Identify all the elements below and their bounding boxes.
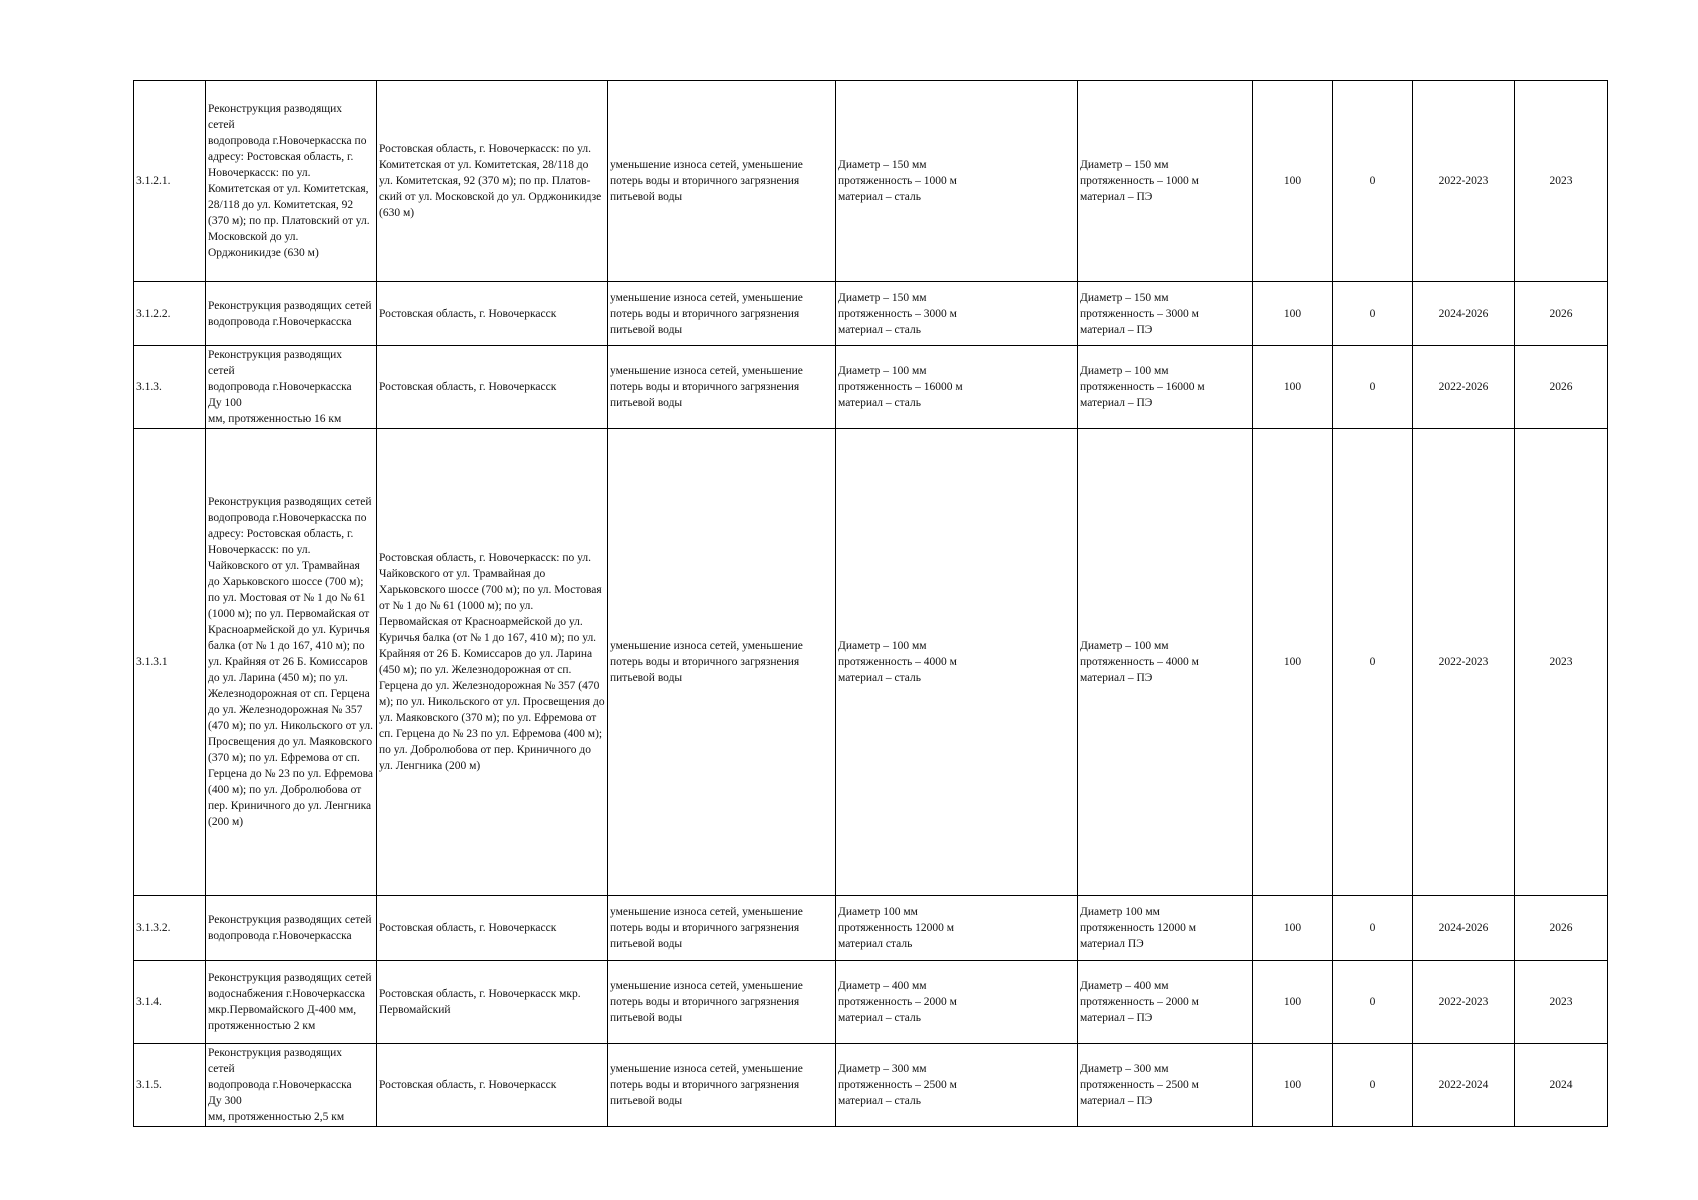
implementation-period: 2024-2026 <box>1413 896 1515 961</box>
project-goal: уменьшение износа сетей, уменьшение потерь воды и вторичного загрязнения питьевой воды <box>608 1044 836 1127</box>
parameters-after: Диаметр – 150 мм протяженность – 1000 м материал – ПЭ <box>1078 81 1253 282</box>
parameters-before: Диаметр – 300 мм протяженность – 2500 м материал – сталь <box>836 1044 1078 1127</box>
project-location: Ростовская область, г. Новочеркасск: по ул. Чайковского от ул. Трамвайная до Харьковского шоссе (700 м); по ул. Мостовая от № 1 до № 61 (1000 м); по ул. Первомайская от Красноармейской до ул. Куричья балка (от № 1 до 167, 410 м); по ул. Крайняя от 26 Б. Комиссаров до ул. Ларина (450 м); по ул. Железнодорожная от сп. Герцена до ул. Железнодорожная № 357 (470 м); по ул. Никольского от ул. Просвещения до ул. Маяковского (370 м); по ул. Ефремова от сп. Герцена до № 23 по ул. Ефремова (400 м); по ул. Добролюбова от пер. Криничного до ул. Ленгника (200 м) <box>377 429 608 896</box>
row-number: 3.1.2.1. <box>134 81 206 282</box>
completion-year: 2024 <box>1515 1044 1608 1127</box>
completion-year: 2026 <box>1515 896 1608 961</box>
project-goal: уменьшение износа сетей, уменьшение потерь воды и вторичного загрязнения питьевой воды <box>608 282 836 346</box>
project-name: Реконструкция разводящих сетей водопровода г.Новочеркасска Ду 100 мм, протяженностью 16 км <box>206 346 377 429</box>
parameters-after: Диаметр – 300 мм протяженность – 2500 м материал – ПЭ <box>1078 1044 1253 1127</box>
parameters-before: Диаметр 100 мм протяженность 12000 м материал сталь <box>836 896 1078 961</box>
value-1: 100 <box>1253 1044 1333 1127</box>
parameters-after: Диаметр 100 мм протяженность 12000 м материал ПЭ <box>1078 896 1253 961</box>
value-1: 100 <box>1253 961 1333 1044</box>
parameters-before: Диаметр – 150 мм протяженность – 1000 м материал – сталь <box>836 81 1078 282</box>
value-1: 100 <box>1253 282 1333 346</box>
implementation-period: 2022-2026 <box>1413 346 1515 429</box>
parameters-before: Диаметр – 150 мм протяженность – 3000 м материал – сталь <box>836 282 1078 346</box>
parameters-after: Диаметр – 400 мм протяженность – 2000 м материал – ПЭ <box>1078 961 1253 1044</box>
project-name: Реконструкция разводящих сетей водопровода г.Новочеркасска <box>206 282 377 346</box>
table-row <box>134 896 1608 961</box>
project-goal: уменьшение износа сетей, уменьшение потерь воды и вторичного загрязнения питьевой воды <box>608 81 836 282</box>
row-number: 3.1.4. <box>134 961 206 1044</box>
parameters-before: Диаметр – 100 мм протяженность – 4000 м материал – сталь <box>836 429 1078 896</box>
row-number: 3.1.2.2. <box>134 282 206 346</box>
project-goal: уменьшение износа сетей, уменьшение потерь воды и вторичного загрязнения питьевой воды <box>608 429 836 896</box>
table-body <box>134 81 1608 1127</box>
completion-year: 2026 <box>1515 282 1608 346</box>
completion-year: 2026 <box>1515 346 1608 429</box>
row-number: 3.1.3.2. <box>134 896 206 961</box>
value-2: 0 <box>1333 896 1413 961</box>
project-name: Реконструкция разводящих сетей водоснабжения г.Новочеркасска мкр.Первомайского Д-400 мм, протяженностью 2 км <box>206 961 377 1044</box>
project-name: Реконструкция разводящих сетей водопровода г.Новочеркасска <box>206 896 377 961</box>
row-number: 3.1.5. <box>134 1044 206 1127</box>
parameters-before: Диаметр – 100 мм протяженность – 16000 м материал – сталь <box>836 346 1078 429</box>
value-1: 100 <box>1253 429 1333 896</box>
parameters-after: Диаметр – 100 мм протяженность – 16000 м материал – ПЭ <box>1078 346 1253 429</box>
project-location: Ростовская область, г. Новочеркасск <box>377 896 608 961</box>
project-goal: уменьшение износа сетей, уменьшение потерь воды и вторичного загрязнения питьевой воды <box>608 346 836 429</box>
value-2: 0 <box>1333 282 1413 346</box>
completion-year: 2023 <box>1515 81 1608 282</box>
completion-year: 2023 <box>1515 429 1608 896</box>
table-row <box>134 81 1608 282</box>
row-number: 3.1.3.1 <box>134 429 206 896</box>
project-goal: уменьшение износа сетей, уменьшение потерь воды и вторичного загрязнения питьевой воды <box>608 961 836 1044</box>
parameters-after: Диаметр – 150 мм протяженность – 3000 м материал – ПЭ <box>1078 282 1253 346</box>
implementation-period: 2022-2023 <box>1413 961 1515 1044</box>
table-row <box>134 282 1608 346</box>
value-2: 0 <box>1333 961 1413 1044</box>
project-goal: уменьшение износа сетей, уменьшение потерь воды и вторичного загрязнения питьевой воды <box>608 896 836 961</box>
value-2: 0 <box>1333 429 1413 896</box>
value-1: 100 <box>1253 896 1333 961</box>
value-2: 0 <box>1333 346 1413 429</box>
project-name: Реконструкция разводящих сетей водопровода г.Новочеркасска по адресу: Ростовская область, г. Новочеркасск: по ул. Чайковского от ул. Трамвайная до Харьковского шоссе (700 м); по ул. Мостовая от № 1 до № 61 (1000 м); по ул. Первомайская от Красноармейской до ул. Куричья балка (от № 1 до 167, 410 м); по ул. Крайняя от 26 Б. Комиссаров до ул. Ларина (450 м); по ул. Железнодорожная от сп. Герцена до ул. Железнодорожная № 357 (470 м); по ул. Никольского от ул. Просвещения до ул. Маяковского (370 м); по ул. Ефремова от сп. Герцена до № 23 по ул. Ефремова (400 м); по ул. Добролюбова от пер. Криничного до ул. Ленгника (200 м) <box>206 429 377 896</box>
project-location: Ростовская область, г. Новочеркасск: по ул. Комитетская от ул. Комитетская, 28/118 до ул. Комитетская, 92 (370 м); по пр. Платов-ский от ул. Московской до ул. Орджоникидзе (630 м) <box>377 81 608 282</box>
implementation-period: 2022-2023 <box>1413 81 1515 282</box>
value-2: 0 <box>1333 1044 1413 1127</box>
works-table <box>133 80 1608 1127</box>
implementation-period: 2022-2024 <box>1413 1044 1515 1127</box>
project-location: Ростовская область, г. Новочеркасск <box>377 346 608 429</box>
project-location: Ростовская область, г. Новочеркасск <box>377 282 608 346</box>
table-row <box>134 961 1608 1044</box>
table-row <box>134 1044 1608 1127</box>
table-row <box>134 429 1608 896</box>
completion-year: 2023 <box>1515 961 1608 1044</box>
value-1: 100 <box>1253 81 1333 282</box>
row-number: 3.1.3. <box>134 346 206 429</box>
parameters-before: Диаметр – 400 мм протяженность – 2000 м материал – сталь <box>836 961 1078 1044</box>
project-location: Ростовская область, г. Новочеркасск мкр. Первомайский <box>377 961 608 1044</box>
parameters-after: Диаметр – 100 мм протяженность – 4000 м материал – ПЭ <box>1078 429 1253 896</box>
project-name: Реконструкция разводящих сетей водопровода г.Новочеркасска Ду 300 мм, протяженностью 2,5 км <box>206 1044 377 1127</box>
value-1: 100 <box>1253 346 1333 429</box>
implementation-period: 2022-2023 <box>1413 429 1515 896</box>
table-row <box>134 346 1608 429</box>
value-2: 0 <box>1333 81 1413 282</box>
implementation-period: 2024-2026 <box>1413 282 1515 346</box>
project-location: Ростовская область, г. Новочеркасск <box>377 1044 608 1127</box>
project-name: Реконструкция разводящих сетей водопровода г.Новочеркасска по адресу: Ростовская область, г. Новочеркасск: по ул. Комитетская от ул. Комитетская, 28/118 до ул. Комитетская, 92 (370 м); по пр. Платовский от ул. Московской до ул. Орджоникидзе (630 м) <box>206 81 377 282</box>
